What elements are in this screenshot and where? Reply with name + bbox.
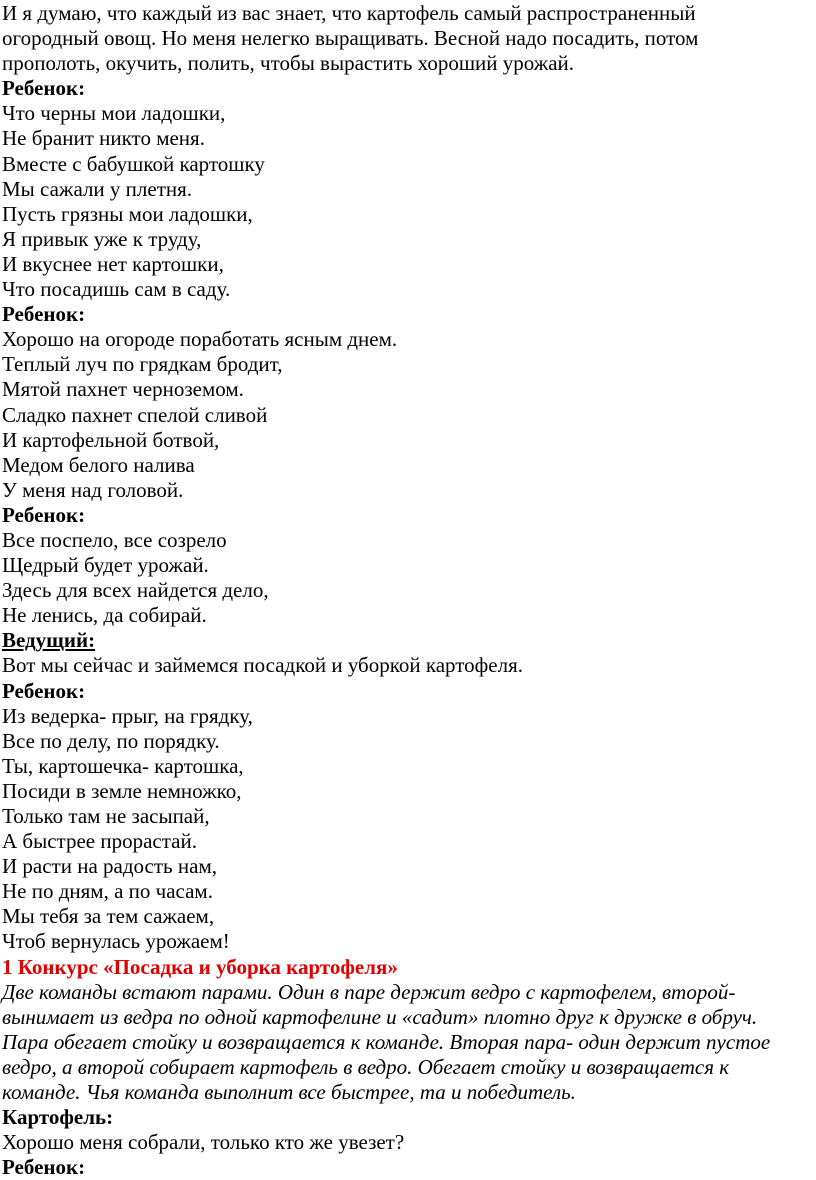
speaker-label: Картофель: <box>2 1105 114 1130</box>
verse-line: Мы тебя за тем сажаем, <box>2 904 215 929</box>
verse-block <box>2 76 814 302</box>
verse-line: Не бранит никто меня. <box>2 126 205 151</box>
verse-line: Пусть грязны мои ладошки, <box>2 201 253 226</box>
verse-line: Хорошо на огороде поработать ясным днем. <box>2 327 398 352</box>
verse-line: Теплый луч по грядкам бродит, <box>2 352 283 377</box>
host-block <box>2 628 814 678</box>
verse-line: Только там не засыпай, <box>2 804 210 828</box>
text-line: огородный овощ. Но меня нелегко выращивать. Весной надо посадить, потом <box>2 26 699 51</box>
verse-line: Что посадишь сам в саду. <box>2 277 231 302</box>
verse-block <box>2 679 814 955</box>
verse-line: И вкуснее нет картошки, <box>2 251 224 276</box>
verse-line: Ты, картошечка- картошка, <box>2 753 244 778</box>
contest-description-line: вынимает из ведра по одной картофелине и «садит» плотно друг к дружке в обруч. <box>2 1004 758 1029</box>
intro-paragraph <box>2 1 814 76</box>
text-line: Хорошо меня собрали, только кто же увезет? <box>2 1130 405 1155</box>
contest-heading: 1 Конкурс «Посадка и уборка картофеля» <box>2 954 398 979</box>
speaker-label: Ребенок: <box>2 502 86 527</box>
text-line: И я думаю, что каждый из вас знает, что картофель самый распространенный <box>2 1 696 25</box>
verse-line: У меня над головой. <box>2 477 184 502</box>
verse-line: Не ленись, да собирай. <box>2 603 207 628</box>
verse-line: Чтоб вернулась урожаем! <box>2 929 230 954</box>
contest-description-line: Две команды встают парами. Один в паре держит ведро с картофелем, второй- <box>2 979 736 1004</box>
contest-description-line: Пара обегает стойку и возвращается к команде. Вторая пара- один держит пустое <box>2 1029 771 1054</box>
verse-line: Сладко пахнет спелой сливой <box>2 402 268 427</box>
speaker-label: Ребенок: <box>2 76 86 101</box>
verse-line: Все по делу, по порядку. <box>2 728 220 753</box>
verse-line: Все поспело, все созрело <box>2 527 227 552</box>
verse-line: Щедрый будет урожай. <box>2 553 209 578</box>
verse-line: Вместе с бабушкой картошку <box>2 151 265 176</box>
verse-line: Посиди в земле немножко, <box>2 778 242 803</box>
verse-line: Здесь для всех найдется дело, <box>2 578 269 603</box>
contest-section <box>2 955 814 1106</box>
document-page <box>2 1 814 1180</box>
speaker-label: Ведущий: <box>2 628 96 653</box>
verse-block <box>2 503 814 628</box>
verse-line: Медом белого налива <box>2 452 195 477</box>
speaker-label: Ребенок: <box>2 1155 86 1180</box>
verse-block <box>2 1155 814 1180</box>
text-line: прополоть, окучить, полить, чтобы вырастить хороший урожай. <box>2 51 575 76</box>
verse-line: А быстрее прорастай. <box>2 829 197 854</box>
verse-line: Мятой пахнет черноземом. <box>2 377 244 402</box>
verse-line: И картофельной ботвой, <box>2 427 220 452</box>
text-line: Вот мы сейчас и займемся посадкой и уборкой картофеля. <box>2 653 524 678</box>
verse-line: Что черны мои ладошки, <box>2 101 226 126</box>
verse-block <box>2 302 814 503</box>
verse-line: Я привык уже к труду, <box>2 226 202 251</box>
contest-description-line: ведро, а второй собирает картофель в ведро. Обегает стойку и возвращается к <box>2 1054 730 1079</box>
speaker-label: Ребенок: <box>2 678 86 703</box>
verse-line: Мы сажали у плетня. <box>2 176 193 201</box>
verse-line: Не по дням, а по часам. <box>2 879 213 904</box>
verse-line: Из ведерка- прыг, на грядку, <box>2 703 253 728</box>
contest-description-line: команде. Чья команда выполнит все быстрее, та и победитель. <box>2 1080 576 1105</box>
verse-block <box>2 1105 814 1155</box>
speaker-label: Ребенок: <box>2 302 86 327</box>
verse-line: И расти на радость нам, <box>2 854 217 879</box>
